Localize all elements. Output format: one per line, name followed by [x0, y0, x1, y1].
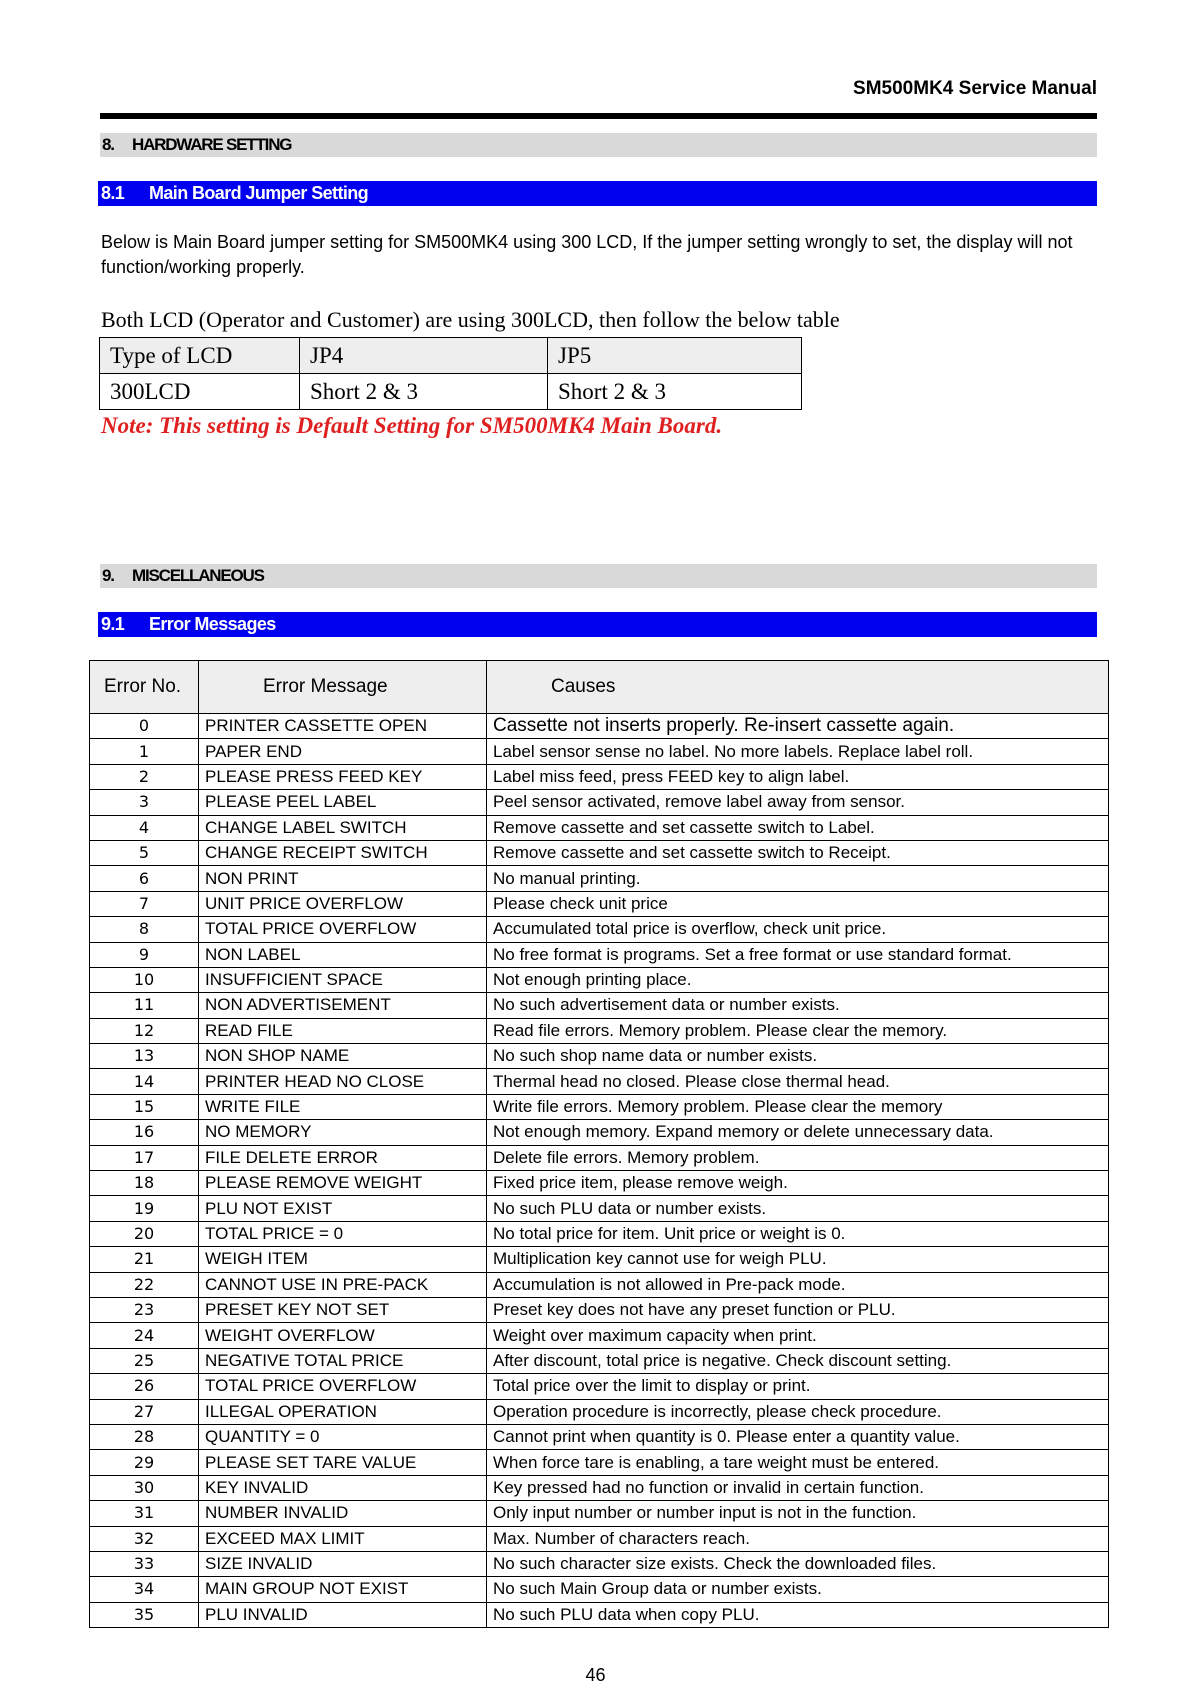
- jumper-header-cell: JP5: [548, 338, 802, 374]
- error-message-cell: TOTAL PRICE OVERFLOW: [199, 917, 487, 942]
- error-number-cell: 22: [90, 1272, 199, 1297]
- table-row: [90, 1399, 1109, 1424]
- error-message-cell: UNIT PRICE OVERFLOW: [199, 891, 487, 916]
- error-cause-cell: Cassette not inserts properly. Re-insert cassette again.: [487, 714, 1109, 739]
- error-message-cell: WRITE FILE: [199, 1094, 487, 1119]
- subsection-8-1-number: 8.1: [101, 183, 125, 203]
- error-cause-cell: Only input number or number input is not in the function.: [487, 1501, 1109, 1526]
- error-message-cell: PRESET KEY NOT SET: [199, 1297, 487, 1322]
- table-row: [90, 1577, 1109, 1602]
- jumper-header-cell: Type of LCD: [100, 338, 300, 374]
- jumper-cell: 300LCD: [100, 374, 300, 410]
- error-message-cell: PLEASE SET TARE VALUE: [199, 1450, 487, 1475]
- subsection-9-1-title: Error Messages: [149, 614, 276, 634]
- error-number-cell: 32: [90, 1526, 199, 1551]
- error-number-cell: 33: [90, 1551, 199, 1576]
- table-row: [90, 1602, 1109, 1627]
- error-number-cell: 3: [90, 790, 199, 815]
- error-number-cell: 14: [90, 1069, 199, 1094]
- table-row: [90, 815, 1109, 840]
- table-row: [90, 1247, 1109, 1272]
- error-cause-cell: Delete file errors. Memory problem.: [487, 1145, 1109, 1170]
- error-cause-cell: Label sensor sense no label. No more labels. Replace label roll.: [487, 739, 1109, 764]
- error-message-cell: KEY INVALID: [199, 1475, 487, 1500]
- error-message-cell: NON LABEL: [199, 942, 487, 967]
- error-cause-cell: When force tare is enabling, a tare weight must be entered.: [487, 1450, 1109, 1475]
- error-message-cell: EXCEED MAX LIMIT: [199, 1526, 487, 1551]
- error-cause-cell: No such shop name data or number exists.: [487, 1044, 1109, 1069]
- error-cause-cell: No such Main Group data or number exists.: [487, 1577, 1109, 1602]
- error-cause-cell: Operation procedure is incorrectly, please check procedure.: [487, 1399, 1109, 1424]
- table-row: [90, 714, 1109, 739]
- section-9-title: MISCELLANEOUS: [132, 566, 264, 585]
- error-number-cell: 11: [90, 993, 199, 1018]
- section-8-title: HARDWARE SETTING: [132, 135, 292, 154]
- error-cause-cell: Total price over the limit to display or print.: [487, 1374, 1109, 1399]
- table-row: [90, 1145, 1109, 1170]
- error-message-cell: MAIN GROUP NOT EXIST: [199, 1577, 487, 1602]
- error-cause-cell: No such advertisement data or number exists.: [487, 993, 1109, 1018]
- subsection-9-1-number: 9.1: [101, 614, 125, 634]
- error-message-cell: SIZE INVALID: [199, 1551, 487, 1576]
- table-row: [90, 1221, 1109, 1246]
- error-cause-cell: Label miss feed, press FEED key to align label.: [487, 764, 1109, 789]
- error-message-cell: CHANGE RECEIPT SWITCH: [199, 840, 487, 865]
- error-cause-cell: No total price for item. Unit price or weight is 0.: [487, 1221, 1109, 1246]
- error-number-cell: 31: [90, 1501, 199, 1526]
- table-row: [90, 1475, 1109, 1500]
- error-message-cell: CANNOT USE IN PRE-PACK: [199, 1272, 487, 1297]
- default-setting-note: Note: This setting is Default Setting for SM500MK4 Main Board.: [101, 413, 723, 438]
- error-message-cell: PLEASE PRESS FEED KEY: [199, 764, 487, 789]
- table-row: [90, 1374, 1109, 1399]
- header-causes: Causes: [487, 661, 1109, 714]
- error-message-cell: ILLEGAL OPERATION: [199, 1399, 487, 1424]
- error-cause-cell: Thermal head no closed. Please close thermal head.: [487, 1069, 1109, 1094]
- error-message-cell: READ FILE: [199, 1018, 487, 1043]
- error-cause-cell: Read file errors. Memory problem. Please clear the memory.: [487, 1018, 1109, 1043]
- error-message-cell: NUMBER INVALID: [199, 1501, 487, 1526]
- error-message-cell: INSUFFICIENT SPACE: [199, 967, 487, 992]
- error-cause-cell: Write file errors. Memory problem. Please clear the memory: [487, 1094, 1109, 1119]
- table-row: [90, 917, 1109, 942]
- page-number: 46: [585, 1665, 606, 1685]
- error-message-cell: PLU INVALID: [199, 1602, 487, 1627]
- error-number-cell: 10: [90, 967, 199, 992]
- error-message-cell: NEGATIVE TOTAL PRICE: [199, 1348, 487, 1373]
- error-cause-cell: Fixed price item, please remove weigh.: [487, 1171, 1109, 1196]
- table-row: [90, 1348, 1109, 1373]
- error-message-cell: NON PRINT: [199, 866, 487, 891]
- lcd-paragraph: Both LCD (Operator and Customer) are using 300LCD, then follow the below table: [101, 307, 840, 332]
- error-cause-cell: Please check unit price: [487, 891, 1109, 916]
- error-number-cell: 28: [90, 1424, 199, 1449]
- error-message-cell: NON SHOP NAME: [199, 1044, 487, 1069]
- error-message-cell: FILE DELETE ERROR: [199, 1145, 487, 1170]
- table-row: [90, 1069, 1109, 1094]
- error-message-cell: WEIGH ITEM: [199, 1247, 487, 1272]
- error-number-cell: 18: [90, 1171, 199, 1196]
- table-row: [90, 1424, 1109, 1449]
- jumper-cell: Short 2 & 3: [300, 374, 548, 410]
- error-message-cell: TOTAL PRICE OVERFLOW: [199, 1374, 487, 1399]
- error-cause-cell: Key pressed had no function or invalid in certain function.: [487, 1475, 1109, 1500]
- table-row: [90, 891, 1109, 916]
- error-number-cell: 13: [90, 1044, 199, 1069]
- error-number-cell: 0: [90, 714, 199, 739]
- table-row: [90, 1094, 1109, 1119]
- subsection-8-1-title: Main Board Jumper Setting: [149, 183, 369, 203]
- error-number-cell: 21: [90, 1247, 199, 1272]
- error-cause-cell: No such PLU data or number exists.: [487, 1196, 1109, 1221]
- jumper-header-cell: JP4: [300, 338, 548, 374]
- subsection-8-1-heading: [98, 181, 1097, 206]
- error-message-cell: PAPER END: [199, 739, 487, 764]
- error-cause-cell: Peel sensor activated, remove label away from sensor.: [487, 790, 1109, 815]
- error-message-cell: CHANGE LABEL SWITCH: [199, 815, 487, 840]
- table-row: [90, 764, 1109, 789]
- error-message-cell: PLEASE REMOVE WEIGHT: [199, 1171, 487, 1196]
- table-row: [90, 1272, 1109, 1297]
- error-number-cell: 4: [90, 815, 199, 840]
- error-message-cell: PRINTER CASSETTE OPEN: [199, 714, 487, 739]
- error-number-cell: 24: [90, 1323, 199, 1348]
- error-number-cell: 34: [90, 1577, 199, 1602]
- document-title: SM500MK4 Service Manual: [853, 78, 1097, 99]
- error-number-cell: 16: [90, 1120, 199, 1145]
- table-row: [90, 1450, 1109, 1475]
- table-row: [90, 739, 1109, 764]
- table-row: [90, 1501, 1109, 1526]
- error-number-cell: 19: [90, 1196, 199, 1221]
- error-number-cell: 30: [90, 1475, 199, 1500]
- error-cause-cell: Cannot print when quantity is 0. Please enter a quantity value.: [487, 1424, 1109, 1449]
- error-cause-cell: No such PLU data when copy PLU.: [487, 1602, 1109, 1627]
- error-number-cell: 23: [90, 1297, 199, 1322]
- table-row: [90, 1018, 1109, 1043]
- error-cause-cell: Max. Number of characters reach.: [487, 1526, 1109, 1551]
- error-table-body: [90, 714, 1109, 1628]
- table-row: [90, 942, 1109, 967]
- error-cause-cell: No such character size exists. Check the downloaded files.: [487, 1551, 1109, 1576]
- error-number-cell: 35: [90, 1602, 199, 1627]
- error-message-cell: TOTAL PRICE = 0: [199, 1221, 487, 1246]
- intro-paragraph: Below is Main Board jumper setting for SM500MK4 using 300 LCD, If the jumper setting wrongly to set, the display will not function/working properly.: [101, 232, 1073, 277]
- error-message-cell: NO MEMORY: [199, 1120, 487, 1145]
- error-number-cell: 1: [90, 739, 199, 764]
- error-number-cell: 5: [90, 840, 199, 865]
- table-row: [90, 866, 1109, 891]
- error-cause-cell: Accumulation is not allowed in Pre-pack mode.: [487, 1272, 1109, 1297]
- error-number-cell: 12: [90, 1018, 199, 1043]
- error-cause-cell: Not enough printing place.: [487, 967, 1109, 992]
- error-cause-cell: No manual printing.: [487, 866, 1109, 891]
- error-message-cell: PLU NOT EXIST: [199, 1196, 487, 1221]
- error-number-cell: 15: [90, 1094, 199, 1119]
- table-row: [90, 840, 1109, 865]
- error-number-cell: 7: [90, 891, 199, 916]
- table-row: [90, 1323, 1109, 1348]
- table-row: [90, 1171, 1109, 1196]
- error-cause-cell: After discount, total price is negative. Check discount setting.: [487, 1348, 1109, 1373]
- table-row: [90, 1196, 1109, 1221]
- section-8-heading: [100, 133, 1097, 157]
- subsection-9-1-heading: [98, 612, 1097, 637]
- header-rule: [100, 113, 1097, 119]
- error-number-cell: 29: [90, 1450, 199, 1475]
- table-row: [90, 1551, 1109, 1576]
- error-message-cell: QUANTITY = 0: [199, 1424, 487, 1449]
- error-cause-cell: Remove cassette and set cassette switch to Receipt.: [487, 840, 1109, 865]
- error-cause-cell: No free format is programs. Set a free format or use standard format.: [487, 942, 1109, 967]
- error-message-cell: PRINTER HEAD NO CLOSE: [199, 1069, 487, 1094]
- table-row: [90, 1297, 1109, 1322]
- error-messages-table: [89, 660, 1109, 1628]
- error-number-cell: 2: [90, 764, 199, 789]
- error-message-cell: NON ADVERTISEMENT: [199, 993, 487, 1018]
- error-cause-cell: Remove cassette and set cassette switch to Label.: [487, 815, 1109, 840]
- error-number-cell: 27: [90, 1399, 199, 1424]
- error-number-cell: 8: [90, 917, 199, 942]
- jumper-table: [99, 337, 802, 410]
- error-cause-cell: Not enough memory. Expand memory or delete unnecessary data.: [487, 1120, 1109, 1145]
- error-cause-cell: Weight over maximum capacity when print.: [487, 1323, 1109, 1348]
- table-row: [90, 993, 1109, 1018]
- error-number-cell: 9: [90, 942, 199, 967]
- error-cause-cell: Multiplication key cannot use for weigh PLU.: [487, 1247, 1109, 1272]
- jumper-cell: Short 2 & 3: [548, 374, 802, 410]
- jumper-table-row: [100, 374, 802, 410]
- error-cause-cell: Accumulated total price is overflow, check unit price.: [487, 917, 1109, 942]
- error-message-cell: PLEASE PEEL LABEL: [199, 790, 487, 815]
- section-9-number: 9.: [102, 566, 114, 585]
- table-row: [90, 790, 1109, 815]
- section-8-number: 8.: [102, 135, 114, 154]
- table-row: [90, 967, 1109, 992]
- error-number-cell: 17: [90, 1145, 199, 1170]
- error-number-cell: 6: [90, 866, 199, 891]
- section-9-heading: [100, 564, 1097, 588]
- header-error-message: Error Message: [199, 661, 487, 714]
- error-cause-cell: Preset key does not have any preset function or PLU.: [487, 1297, 1109, 1322]
- table-row: [90, 1044, 1109, 1069]
- error-table-header-row: [90, 661, 1109, 714]
- table-row: [90, 1120, 1109, 1145]
- error-number-cell: 20: [90, 1221, 199, 1246]
- error-number-cell: 26: [90, 1374, 199, 1399]
- table-row: [90, 1526, 1109, 1551]
- error-message-cell: WEIGHT OVERFLOW: [199, 1323, 487, 1348]
- jumper-table-header-row: [100, 338, 802, 374]
- header-error-no: Error No.: [90, 661, 199, 714]
- error-number-cell: 25: [90, 1348, 199, 1373]
